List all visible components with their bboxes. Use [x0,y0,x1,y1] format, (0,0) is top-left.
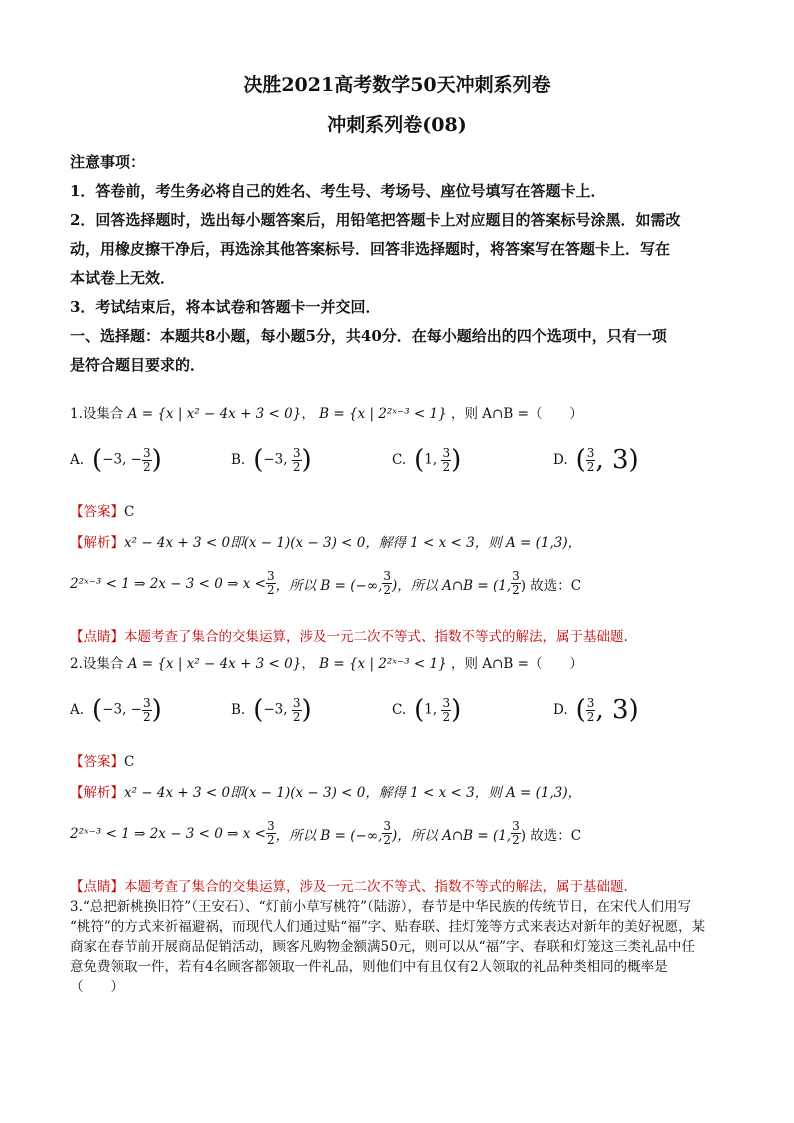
fraction [511,570,521,597]
notice-item-1: 1．答卷前，考生务必将自己的姓名、考生号、考场号、座位号填写在答题卡上． [70,182,606,200]
analysis-tag: 【解析】 [70,785,124,801]
option-letter: A. [70,702,85,718]
q3-line: （ ） [70,979,124,995]
option-letter: C. [392,702,407,718]
fraction [142,697,152,724]
option-body: 1, [424,701,442,718]
section-heading-a: 一、选择题：本题共8小题，每小题5分，共40分．在每小题给出的四个选项中，只有一项 [70,327,667,345]
q2-option-a[interactable] [70,695,231,725]
paren-right: ) [151,445,162,475]
question-2-options [70,695,724,725]
option-letter: B. [231,452,246,468]
denominator: 2 [292,709,301,724]
q1-set-a: A = {x | x² − 4x + 3 < 0} [127,406,302,422]
notice-item-3: 3．考试结束后，将本试卷和答题卡一并交回． [70,298,381,316]
analysis-tag: 【解析】 [70,535,124,551]
denominator: 2 [267,583,275,597]
denominator: 2 [383,833,392,847]
numerator: 3 [586,445,595,460]
q3-line: 意免费领取一件，若有4名顾客都领取一件礼品，则他们中有且仅有2人领取的礼品种类相同的概率是 [70,959,668,975]
q3-line: 商家在春节前开展商品促销活动，顾客凡购物金额满50元，则可以从“福”字、春联和灯笼这三类礼品中任 [70,939,695,955]
numerator: 3 [267,569,275,583]
q2-option-b[interactable] [231,695,392,725]
numerator: 3 [442,445,451,460]
numerator: 3 [292,695,301,710]
fraction [266,820,276,847]
document-title: 决胜2021高考数学50天冲刺系列卷 [243,74,551,96]
q2-analysis-2 [70,820,724,847]
answer-value: C [124,504,135,520]
denominator: 2 [143,709,151,724]
paren-right: , 3) [595,695,639,725]
analysis-part: ，所以 B = (−∞, [275,827,383,844]
analysis-part: ) 故选：C [520,827,582,844]
option-body: −3, − [102,701,142,718]
fraction [266,570,276,597]
paren-left: ( [414,445,425,475]
paren-left: ( [575,695,586,725]
q2-answer [70,750,724,770]
option-body: −3, [263,701,292,718]
paren-right: ) [301,445,312,475]
option-body: 1, [424,451,442,468]
numerator: 3 [586,695,595,710]
q2-analysis-1 [70,781,724,801]
denominator: 2 [143,459,151,474]
q1-suffix: ，则 A∩B =（ ） [451,406,583,422]
numerator: 3 [143,695,151,710]
q3-line: “桃符”的方式来祈福避祸，而现代人们通过贴“福”字、贴春联、挂灯笼等方式来表达对新年的美好祝愿，某 [70,919,706,935]
q1-option-c[interactable] [392,445,553,475]
q1-prefix: 1.设集合 [70,406,124,422]
option-letter: A. [70,452,85,468]
comment-text: 本题考查了集合的交集运算，涉及一元二次不等式、指数不等式的解法，属于基础题. [124,879,628,895]
numerator: 3 [442,695,451,710]
option-letter: B. [231,702,246,718]
notice-block [70,148,724,380]
q2-suffix: ，则 A∩B =（ ） [451,656,583,672]
q2-option-d[interactable] [553,695,714,725]
option-letter: D. [553,452,568,468]
notice-item-2c: 本试卷上无效． [70,269,176,287]
q2-option-c[interactable] [392,695,553,725]
q2-set-a: A = {x | x² − 4x + 3 < 0} [127,656,302,672]
q1-analysis-2 [70,570,724,597]
q1-analysis-1 [70,531,724,551]
option-body: −3, [263,451,292,468]
numerator: 3 [143,445,151,460]
q3-line: 3.“总把新桃换旧符”（王安石）、“灯前小草写桃符”（陆游），春节是中华民族的传统节日，在宋代人们用写 [70,899,691,915]
question-1-options [70,445,724,475]
section-heading-b: 是符合题目要求的． [70,356,206,374]
q1-comment [70,625,724,645]
numerator: 3 [512,569,520,583]
question-1-stem: 1.设集合 A = {x | x² − 4x + 3 < 0}， B = {x | 2²ˣ⁻³ < 1} ，则 A∩B =（ ） [70,406,583,422]
answer-tag: 【答案】 [70,504,124,520]
fraction [511,820,521,847]
notice-item-2a: 2．回答选择题时，选出每小题答案后，用铅笔把答题卡上对应题目的答案标号涂黑．如需改 [70,211,681,229]
denominator: 2 [267,833,275,847]
analysis-part: )，所以 A∩B = (1, [392,577,512,594]
document-subtitle: 冲刺系列卷(08) [327,114,467,136]
denominator: 2 [383,583,392,597]
paren-right: , 3) [595,445,639,475]
fraction [586,447,596,474]
q2-prefix: 2.设集合 [70,656,124,672]
answer-tag: 【答案】 [70,754,124,770]
paren-left: ( [92,695,103,725]
fraction [382,820,392,847]
denominator: 2 [586,459,595,474]
numerator: 3 [383,819,392,833]
q1-option-d[interactable] [553,445,714,475]
analysis-part: 2²ˣ⁻³ < 1 ⇒ 2x − 3 < 0 ⇒ x < [70,575,266,592]
numerator: 3 [292,445,301,460]
q2-comment [70,875,724,895]
fraction [292,697,302,724]
answer-value: C [124,754,135,770]
paren-left: ( [92,445,103,475]
paren-left: ( [253,695,264,725]
denominator: 2 [586,709,595,724]
denominator: 2 [442,709,451,724]
fraction [441,697,451,724]
paren-right: ) [451,445,462,475]
fraction [142,447,152,474]
question-3 [70,897,724,997]
fraction [382,570,392,597]
numerator: 3 [512,819,520,833]
option-body: −3, − [102,451,142,468]
q1-answer [70,500,724,520]
analysis-part: 2²ˣ⁻³ < 1 ⇒ 2x − 3 < 0 ⇒ x < [70,825,266,842]
denominator: 2 [292,459,301,474]
q1-set-b: B = {x | 2²ˣ⁻³ < 1} [319,406,447,422]
q1-option-b[interactable] [231,445,392,475]
comment-tag: 【点睛】 [70,629,124,645]
analysis-part: )，所以 A∩B = (1, [392,827,512,844]
numerator: 3 [267,819,275,833]
comment-text: 本题考查了集合的交集运算，涉及一元二次不等式、指数不等式的解法，属于基础题. [124,629,628,645]
paren-left: ( [253,445,264,475]
fraction [292,447,302,474]
denominator: 2 [512,833,520,847]
paren-right: ) [301,695,312,725]
paren-right: ) [451,695,462,725]
paren-left: ( [414,695,425,725]
option-letter: C. [392,452,407,468]
question-2-stem: 2.设集合 A = {x | x² − 4x + 3 < 0}， B = {x | 2²ˣ⁻³ < 1} ，则 A∩B =（ ） [70,656,583,672]
option-letter: D. [553,702,568,718]
analysis-part: ，所以 B = (−∞, [275,577,383,594]
denominator: 2 [512,583,520,597]
numerator: 3 [383,569,392,583]
fraction [441,447,451,474]
paren-left: ( [575,445,586,475]
notice-heading: 注意事项： [70,153,146,171]
analysis-text: x² − 4x + 3 < 0即(x − 1)(x − 3) < 0，解得 1 < x < 3，则 A = (1,3)， [124,785,582,801]
comment-tag: 【点睛】 [70,879,124,895]
analysis-part: ) 故选：C [520,577,582,594]
q2-set-b: B = {x | 2²ˣ⁻³ < 1} [319,656,447,672]
q1-option-a[interactable] [70,445,231,475]
paren-right: ) [151,695,162,725]
fraction [586,697,596,724]
notice-item-2b: 动，用橡皮擦干净后，再选涂其他答案标号．回答非选择题时，将答案写在答题卡上．写在 [70,240,671,258]
denominator: 2 [442,459,451,474]
analysis-text: x² − 4x + 3 < 0即(x − 1)(x − 3) < 0，解得 1 < x < 3，则 A = (1,3)， [124,535,582,551]
